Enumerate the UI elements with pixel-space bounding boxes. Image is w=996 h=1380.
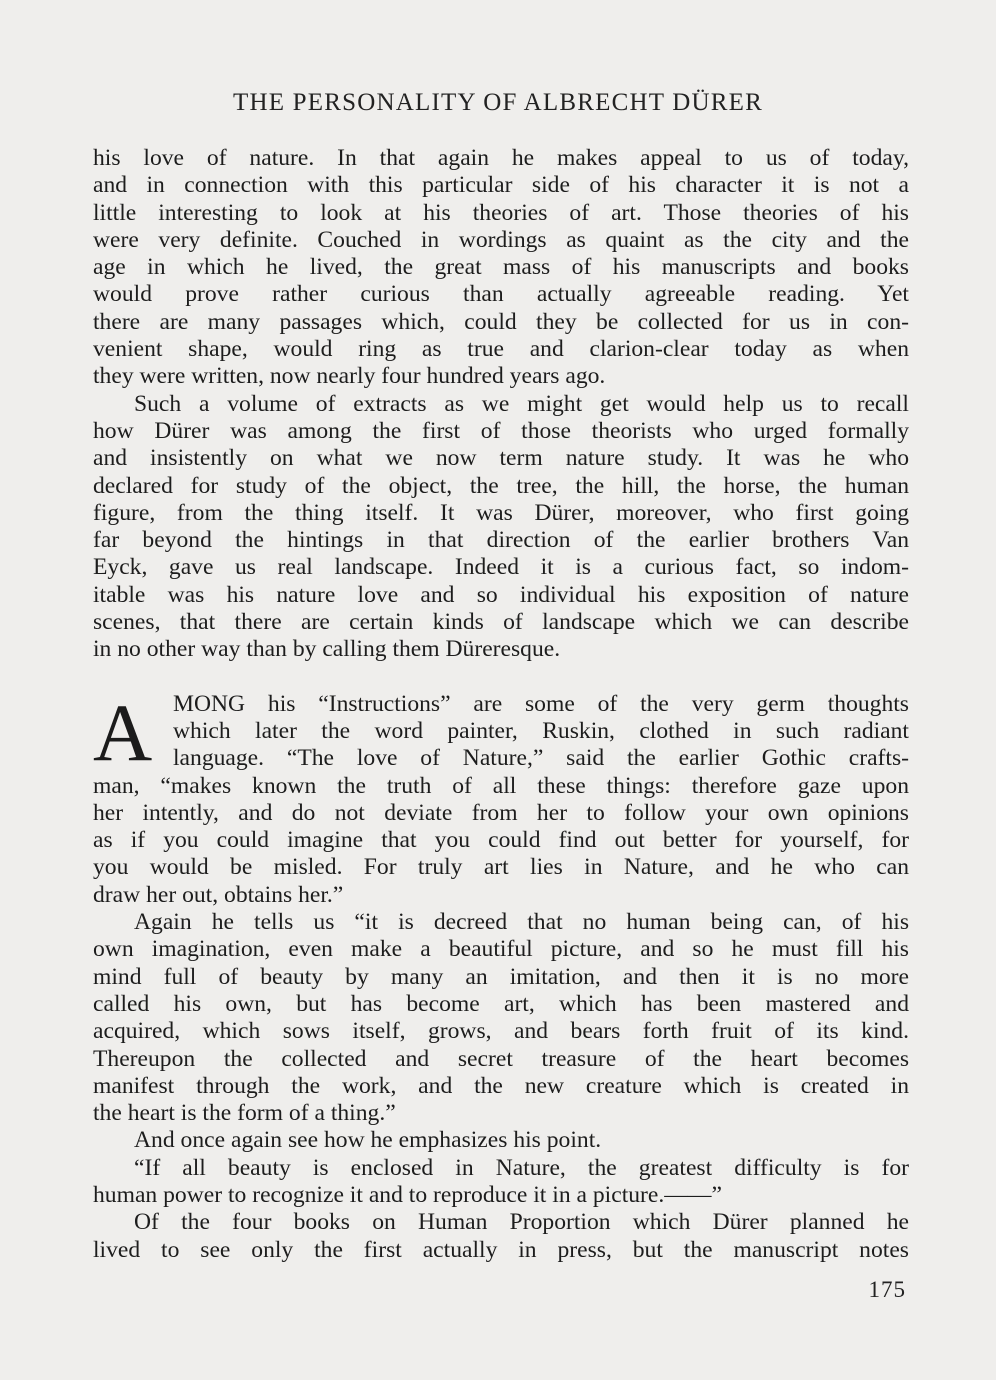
page-number: 175 [868,1277,906,1302]
text-line: as if you could imagine that you could find out better for yourself, for [93,827,909,854]
paragraph-7 [93,1209,909,1264]
text-line: lived to see only the first actually in press, but the manuscript notes [93,1236,909,1263]
text-line: And once again see how he emphasizes his point. [134,1127,602,1154]
paragraph-5 [93,1127,909,1154]
text-line: venient shape, would ring as true and clarion-clear today as when [93,336,909,363]
text-line: would prove rather curious than actually agreeable reading. Yet [93,281,909,308]
running-title: THE PERSONALITY OF ALBRECHT DÜRER [233,89,763,116]
text-line: in no other way than by calling them Düreresque. [93,636,561,663]
text-line: age in which he lived, the great mass of his manuscripts and books [93,254,909,281]
text-line: were very definite. Couched in wordings as quaint as the city and the [93,226,909,253]
text-line: called his own, but has become art, which has been mastered and [93,990,909,1017]
text-line: itable was his nature love and so individual his exposition of nature [93,581,909,608]
paragraph-1 [93,145,909,391]
text-line: Such a volume of extracts as we might get would help us to recall [134,390,909,417]
text-line: language. “The love of Nature,” said the earlier Gothic crafts- [173,745,909,772]
text-line: own imagination, even make a beautiful picture, and so he must fill his [93,936,909,963]
text-line: little interesting to look at his theories of art. Those theories of his [93,199,909,226]
text-line: figure, from the thing itself. It was Dürer, moreover, who first going [93,499,909,526]
text-line: declared for study of the object, the tree, the hill, the horse, the human [93,472,909,499]
text-line: Again he tells us “it is decreed that no human being can, of his [134,909,909,936]
paragraph-4 [93,909,909,1127]
text-line: MONG his “Instructions” are some of the very germ thoughts [173,690,909,717]
section-gap [93,664,909,691]
text-line: you would be misled. For truly art lies in Nature, and he who can [93,854,909,881]
text-line: and in connection with this particular side of his character it is not a [93,172,909,199]
text-line: Thereupon the collected and secret treasure of the heart becomes [93,1045,909,1072]
text-line: “If all beauty is enclosed in Nature, the greatest difficulty is for [134,1154,909,1181]
text-line: the heart is the form of a thing.” [93,1100,396,1127]
text-line: how Dürer was among the first of those theorists who urged formally [93,417,909,444]
text-line: her intently, and do not deviate from her to follow your own opinions [93,799,909,826]
text-line: draw her out, obtains her.” [93,881,344,908]
text-line: they were written, now nearly four hundred years ago. [93,363,606,390]
text-line: man, “makes known the truth of all these things: therefore gaze upon [93,772,909,799]
page-body [93,145,909,1264]
text-line: his love of nature. In that again he makes appeal to us of today, [93,145,909,171]
paragraph-2 [93,391,909,664]
text-line: scenes, that there are certain kinds of landscape which we can describe [93,609,909,636]
text-line: mind full of beauty by many an imitation, and then it is no more [93,963,909,990]
drop-cap: A [93,686,153,778]
text-line: there are many passages which, could they be collected for us in con- [93,308,909,335]
text-line: acquired, which sows itself, grows, and bears forth fruit of its kind. [93,1018,909,1045]
text-line: which later the word painter, Ruskin, clothed in such radiant [173,717,909,744]
text-line: human power to recognize it and to reproduce it in a picture.——” [93,1181,722,1208]
paragraph-3 [93,686,909,909]
text-line: Eyck, gave us real landscape. Indeed it is a curious fact, so indom- [93,554,909,581]
text-line: Of the four books on Human Proportion which Dürer planned he [134,1209,909,1236]
text-line: and insistently on what we now term nature study. It was he who [93,445,909,472]
text-line: far beyond the hintings in that direction of the earlier brothers Van [93,527,909,554]
paragraph-6 [93,1155,909,1210]
text-line: manifest through the work, and the new creature which is created in [93,1072,909,1099]
